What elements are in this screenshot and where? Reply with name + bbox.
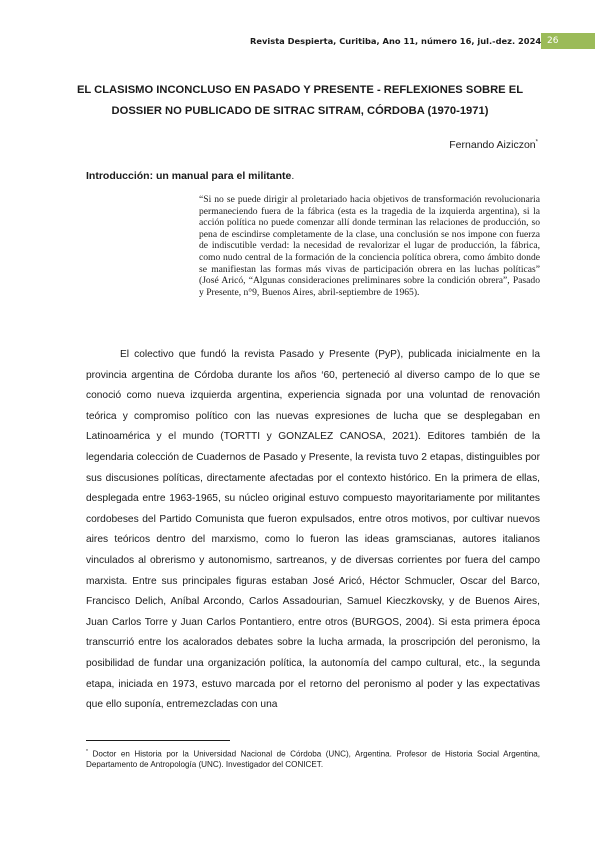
author-name — [449, 139, 538, 151]
section-heading — [86, 170, 294, 182]
section-heading-text: Introducción: un manual para el militante — [86, 170, 292, 182]
page-number-badge: 26 — [541, 33, 595, 49]
footnote — [86, 747, 540, 771]
article-title: EL CLASISMO INCONCLUSO EN PASADO Y PRESENTE - REFLEXIONES SOBRE EL DOSSIER NO PUBLICADO DE SITRAC SITRAM, CÓRDOBA (1970-1971) — [76, 84, 524, 117]
author-footnote-marker[interactable]: * — [535, 139, 538, 146]
footnote-marker: * — [86, 749, 88, 755]
author-name-text: Fernando Aiziczon — [449, 139, 536, 151]
body-paragraph: El colectivo que fundó la revista Pasado y Presente (PyP), publicada inicialmente en la provincia argentina de Córdoba durante los años ‘60, perteneció al diverso campo de lo que se conoció como nueva izquierda argentina, experiencia signada por una voluntad de renovación teórica y compromiso político con las nuevas expresiones de lucha que se desplegaban en Latinoamérica y el mundo (TORTTI y GONZALEZ CANOSA, 2021). Editores también de la legendaria colección de Cuadernos de Pasado y Presente, la revista tuvo 2 etapas, distinguibles por sus discusiones políticas, directamente afectadas por el contexto histórico. En la primera de ellas, desplegada entre 1963-1965, su núcleo original estuvo compuesto mayoritariamente por militantes cordobeses del Partido Comunista que fueron expulsados, entre otros motivos, por cultivar nuevos aires teóricos dentro del marxismo, como lo fueron las ideas gramscianas, autores italianos vinculados al obrerismo y autonomismo, sartreanos, y de diversas corrientes por fuera del campo marxista. Entre sus principales figuras estaban José Aricó, Héctor Schmucler, Oscar del Barco, Francisco Delich, Aníbal Arcondo, Carlos Assadourian, Samuel Kieczkovsky, y de Buenos Aires, Juan Carlos Torre y Juan Carlos Pontantiero, entre otros (BURGOS, 2004). Si esta primera época transcurrió entre los acalorados debates sobre la lucha armada, la proscripción del peronismo, la posibilidad de fundar una organización política, la autonomía del campo cultural, etc., la segunda etapa, iniciada en 1973, estuvo marcada por el retorno del peronismo al poder y las expectativas que ello suponía, entremezcladas con una — [86, 349, 540, 711]
journal-header: Revista Despierta, Curitiba, Ano 11, número 16, jul.-dez. 2024 — [250, 36, 542, 46]
footnote-divider — [86, 740, 230, 741]
section-heading-trailer: . — [291, 170, 295, 182]
body-text — [86, 345, 540, 716]
footnote-text: Doctor en Historia por la Universidad Nacional de Córdoba (UNC), Argentina. Profesor de Historia Social Argentina, Departamento de Antropología (UNC). Investigador del CONICET. — [86, 749, 540, 770]
epigraph-quote: “Si no se puede dirigir al proletariado hacia objetivos de transformación revolucionaria permaneciendo fuera de la fábrica (esta es la tragedia de la izquierda argentina), si la acción política no puede comenzar allí donde terminan las relaciones de producción, so pena de escindirse completamente de la clase, una conclusión se nos impone con fuerza de indiscutible verdad: la necesidad de revalorizar el lugar de producción, la fábrica, como nudo central de la formación de la conciencia política obrera, como ámbito donde se manifiestan las formas más vivas de participación obrera en las luchas políticas” (José Aricó, “Algunas consideraciones preliminares sobre la condición obrera”, Pasado y Presente, n°9, Buenos Aires, abril-septiembre de 1965). — [199, 194, 540, 298]
